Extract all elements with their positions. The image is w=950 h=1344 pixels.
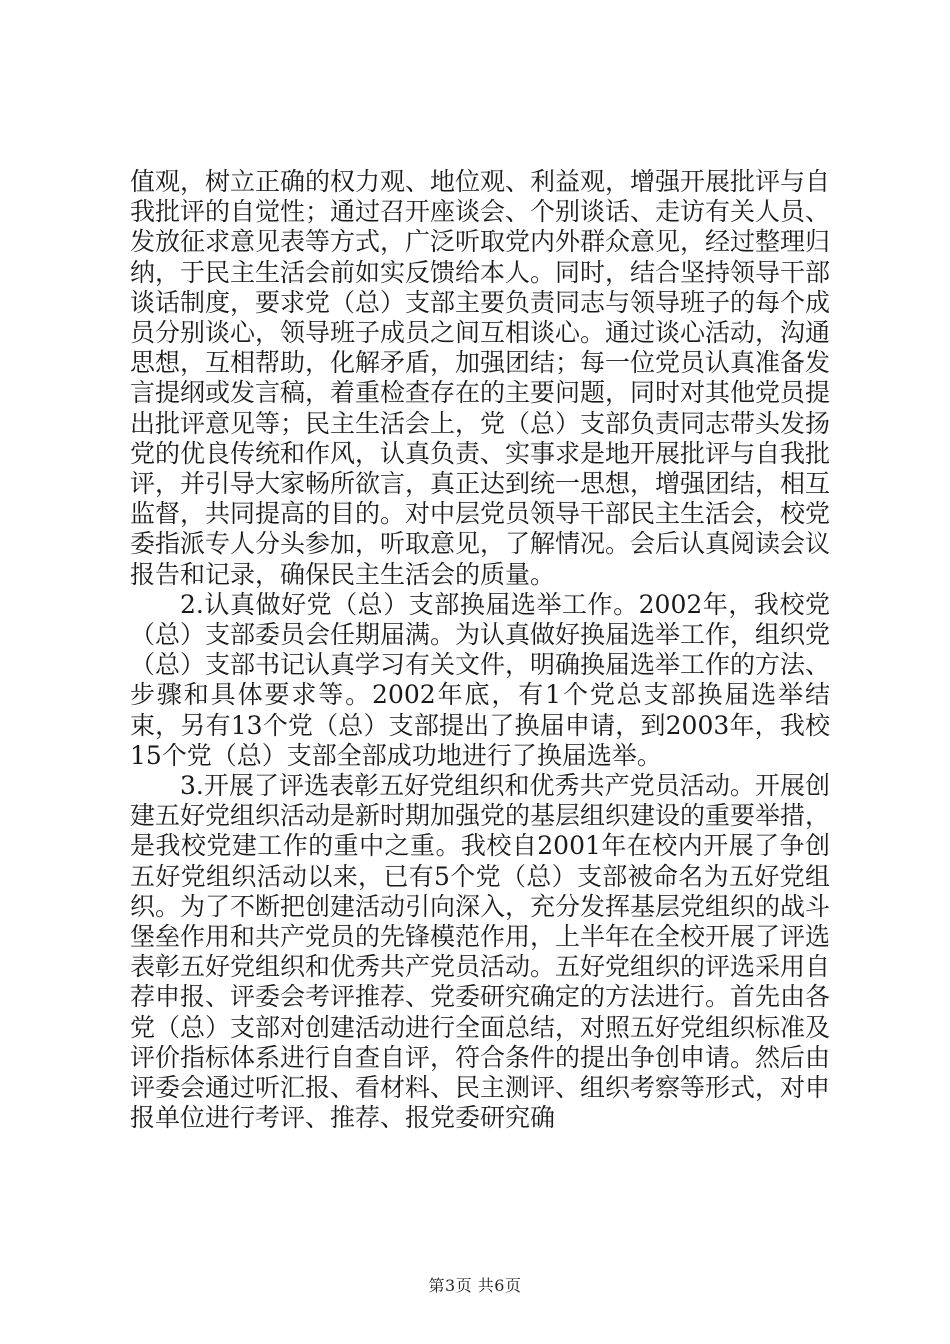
page-footer: 第3页 共6页 bbox=[428, 1276, 522, 1295]
paragraph-commendation: 3.开展了评选表彰五好党组织和优秀共产党员活动。开展创建五好党组织活动是新时期加强党的基层组织建设的重要举措，是我校党建工作的重中之重。我校自2001年在校内开展了争创五好党组织活动以来，已有5个党（总）支部被命名为五好党组织。为了不断把创建活动引向深入，充分发挥基层党组织的战斗堡垒作用和共产党员的先锋模范作用，上半年在全校开展了评选表彰五好党组织和优秀共产党员活动。五好党组织的评选采用自荐申报、评委会考评推荐、党委研究确定的方法进行。首先由各党（总）支部对创建活动进行全面总结，对照五好党组织标准及评价指标体系进行自查自评，符合条件的提出争创申请。然后由评委会通过听汇报、看材料、民主测评、组织考察等形式，对申报单位进行考评、推荐、报党委研究确 bbox=[130, 771, 831, 1133]
paragraph-continued: 值观，树立正确的权力观、地位观、利益观，增强开展批评与自我批评的自觉性；通过召开座谈会、个别谈话、走访有关人员、发放征求意见表等方式，广泛听取党内外群众意见，经过整理归纳，于民主生活会前如实反馈给本人。同时，结合坚持领导干部谈话制度，要求党（总）支部主要负责同志与领导班子的每个成员分别谈心，领导班子成员之间互相谈心。通过谈心活动，沟通思想，互相帮助，化解矛盾，加强团结；每一位党员认真准备发言提纲或发言稿，着重检查存在的主要问题，同时对其他党员提出批评意见等；民主生活会上，党（总）支部负责同志带头发扬党的优良传统和作风，认真负责、实事求是地开展批评与自我批评，并引导大家畅所欲言，真正达到统一思想，增强团结，相互监督，共同提高的目的。对中层党员领导干部民主生活会，校党委指派专人分头参加，听取意见，了解情况。会后认真阅读会议报告和记录，确保民主生活会的质量。 bbox=[130, 167, 831, 589]
paragraph-election: 2.认真做好党（总）支部换届选举工作。2002年，我校党（总）支部委员会任期届满。为认真做好换届选举工作，组织党（总）支部书记认真学习有关文件，明确换届选举工作的方法、步骤和具体要求等。2002年底，有1个党总支部换届选举结束，另有13个党（总）支部提出了换届申请，到2003年，我校15个党（总）支部全部成功地进行了换届选举。 bbox=[130, 589, 831, 770]
document-body bbox=[130, 167, 830, 1134]
